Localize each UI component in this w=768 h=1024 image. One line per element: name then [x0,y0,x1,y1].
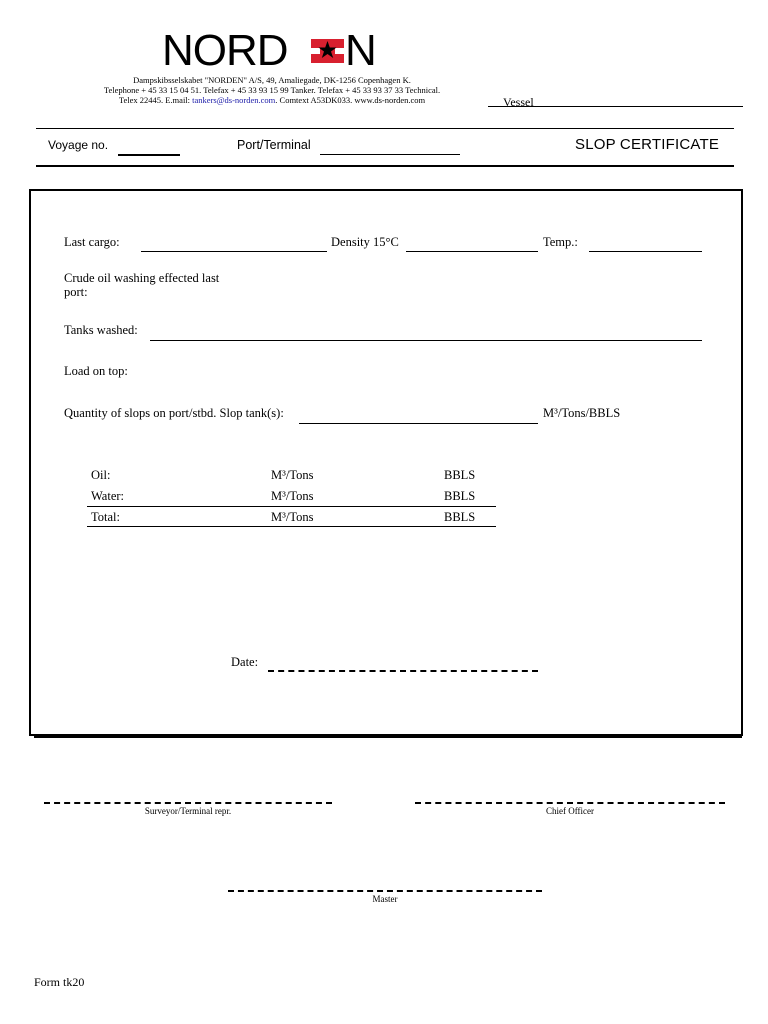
crude-oil-washing-label: Crude oil washing effected last port: [64,271,220,299]
water-unit-m3: M³/Tons [271,489,314,503]
surveyor-label: Surveyor/Terminal repr. [144,806,232,816]
density-label: Density 15°C [331,235,399,249]
voyage-field[interactable] [118,154,180,156]
surveyor-signature-line[interactable] [44,802,332,804]
telex-prefix: Telex 22445. E.mail: [118,95,193,105]
header-bottom-rule [36,165,734,167]
load-on-top-label: Load on top: [64,364,128,378]
tanks-washed-label: Tanks washed: [64,323,138,337]
total-unit-bbls: BBLS [444,510,476,524]
total-unit-m3: M³/Tons [271,510,314,524]
date-label: Date: [231,655,259,669]
last-cargo-field[interactable] [141,251,327,252]
norden-flag-logo [311,33,344,69]
oil-label: Oil: [91,468,111,482]
box-bottom-rule [34,736,742,738]
email-link[interactable]: tankers@ds-norden.com [192,95,276,105]
total-bottom-rule [87,526,496,527]
chief-officer-label: Chief Officer [545,806,595,816]
density-field[interactable] [406,251,538,252]
logo-wordmark-left: NORD [162,26,288,75]
form-code: Form tk20 [34,975,85,989]
oil-unit-m3: M³/Tons [271,468,314,482]
header-top-rule [36,128,734,129]
company-address [62,75,482,105]
temp-field[interactable] [589,251,702,252]
address-line-1: Dampskibsselskabet "NORDEN" A/S, 49, Amaliegade, DK-1256 Copenhagen K. [133,75,411,85]
port-terminal-label: Port/Terminal [237,138,311,152]
tanks-washed-field[interactable] [150,340,702,341]
master-signature-line[interactable] [228,890,542,892]
master-label: Master [372,894,398,904]
total-label: Total: [91,510,120,524]
chief-officer-signature-line[interactable] [415,802,725,804]
address-line-3 [62,95,482,105]
total-top-rule [87,506,496,507]
logo-wordmark-right: N [345,26,376,75]
quantity-unit: M³/Tons/BBLS [543,406,621,420]
water-label: Water: [91,489,125,503]
temp-label: Temp.: [543,235,578,249]
voyage-label: Voyage no. [48,138,109,152]
address-line-2: Telephone + 45 33 15 04 51. Telefax + 45 33 93 15 99 Tanker. Telefax + 45 33 93 37 33 Technical. [103,85,441,95]
last-cargo-label: Last cargo: [64,235,120,249]
quantity-slops-label: Quantity of slops on port/stbd. Slop tank(s): [64,406,284,420]
water-unit-bbls: BBLS [444,489,476,503]
telex-suffix: . Comtext A53DK033. www.ds-norden.com [275,95,426,105]
date-field[interactable] [268,670,538,672]
vessel-field[interactable] [488,106,743,107]
page-title: SLOP CERTIFICATE [575,136,720,153]
oil-unit-bbls: BBLS [444,468,476,482]
quantity-slops-field[interactable] [299,423,538,424]
vessel-label: Vessel [503,95,534,109]
port-terminal-field[interactable] [320,154,460,155]
